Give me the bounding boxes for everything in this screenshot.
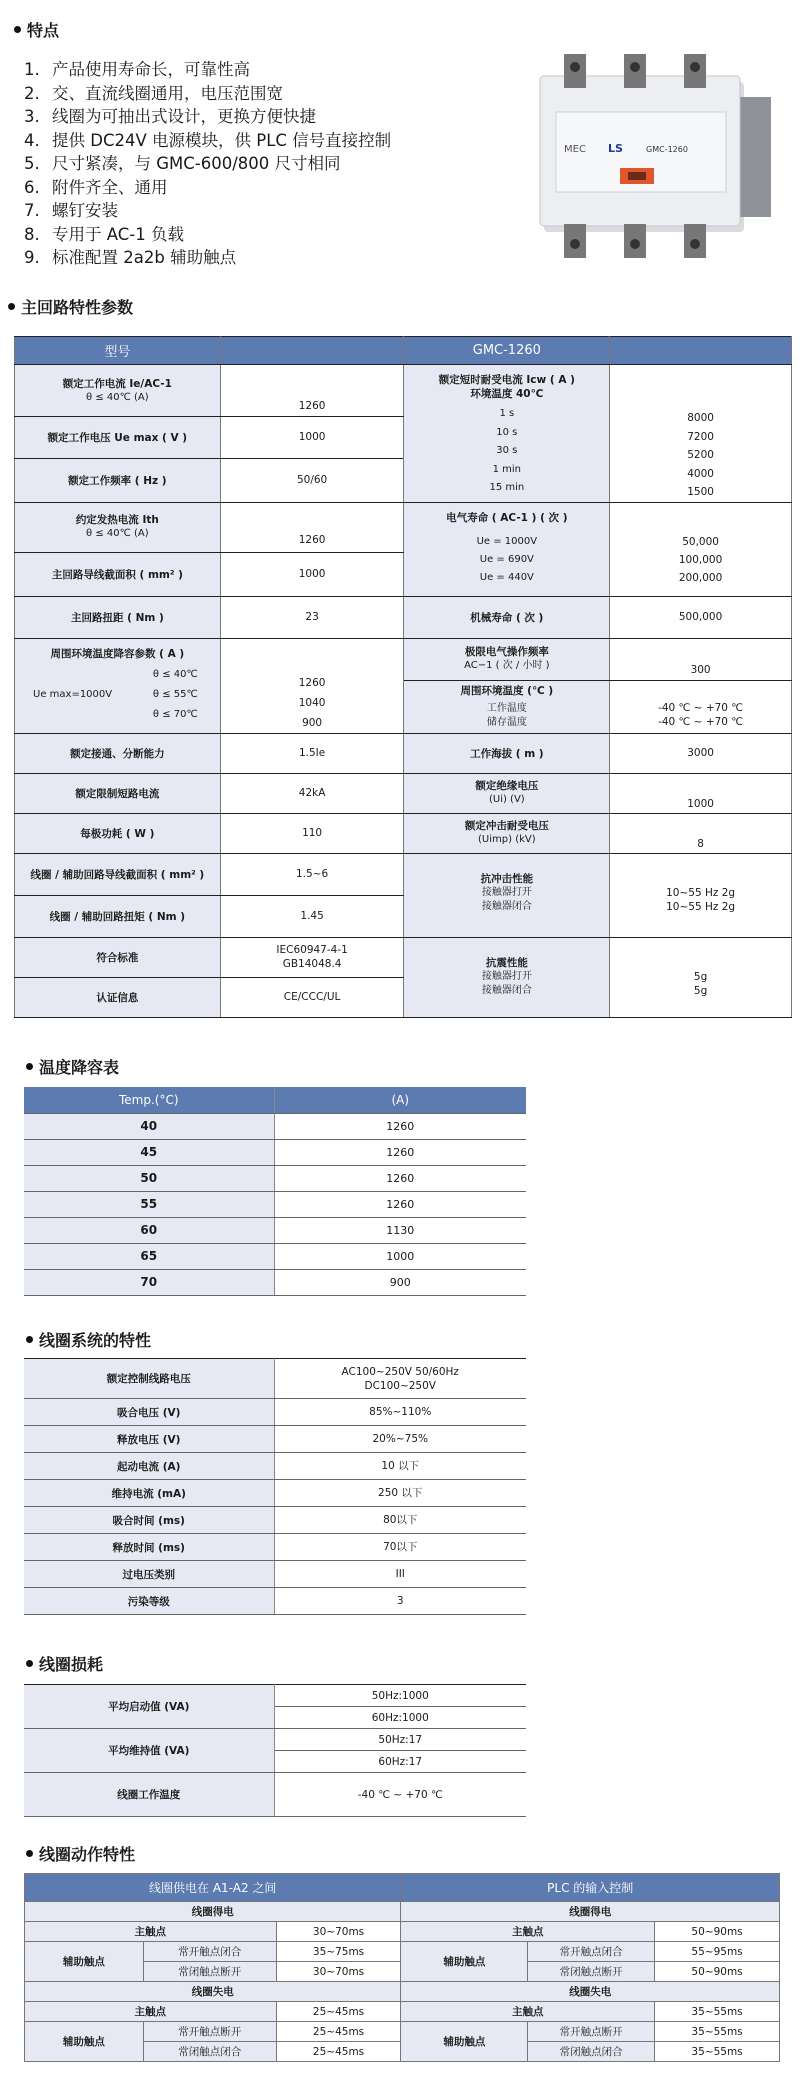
coil-param-label: 吸合时间 (ms)	[24, 1507, 274, 1534]
hold-va-50: 50Hz:17	[274, 1729, 526, 1751]
uimp-label: 额定冲击耐受电压 (Uimp) (kV)	[404, 813, 610, 853]
vib-cell: 抗震性能 接触器打开 接触器闭合	[404, 937, 610, 1017]
rated-current-label: 额定工作电流 Ie/AC-1 θ ≤ 40℃ (A)	[15, 365, 221, 417]
ambient-label: 周围环境温度 (℃ ) 工作温度 储存温度	[404, 680, 610, 733]
table-row	[24, 1588, 526, 1615]
start-va-50: 50Hz:1000	[274, 1685, 526, 1707]
header-gmc1260: GMC-1260	[404, 337, 610, 365]
bullet-icon	[26, 1063, 33, 1070]
coil-param-label: 吸合电压 (V)	[24, 1399, 274, 1426]
derate-temp: θ ≤ 70℃	[152, 708, 198, 720]
left-no-close-value: 35~75ms	[276, 1942, 401, 1962]
left-no-open-value: 25~45ms	[276, 2022, 401, 2042]
power-value: 110	[220, 813, 404, 853]
mech-life-value: 500,000	[610, 596, 792, 638]
table-row	[24, 1399, 526, 1426]
left-no-open: 常开触点断开	[143, 2022, 276, 2042]
feature-item	[24, 82, 391, 106]
derate-value: 1040	[298, 696, 326, 709]
coil-param-label: 释放时间 (ms)	[24, 1534, 274, 1561]
temp-derating-table	[24, 1087, 526, 1296]
coil-system-table	[24, 1358, 526, 1615]
icw-values	[610, 365, 792, 503]
feature-list	[24, 58, 391, 270]
table-row	[24, 1359, 526, 1399]
std-value: IEC60947-4-1 GB14048.4	[220, 937, 404, 977]
svg-text:GMC-1260: GMC-1260	[646, 145, 688, 154]
derate-temp: θ ≤ 40℃	[152, 668, 198, 680]
icw-value: 1500	[687, 486, 714, 498]
coil-param-value: 3	[274, 1588, 526, 1615]
coil-loss-title: 线圈损耗	[26, 1652, 103, 1675]
table-row	[24, 1165, 526, 1191]
main-circuit-table	[14, 336, 792, 1018]
coil-system-title: 线圈系统的特性	[26, 1328, 151, 1351]
torque-value: 23	[220, 596, 404, 638]
feature-text: 线圈为可抽出式设计，更换方便快捷	[52, 107, 316, 126]
icw-value: 7200	[687, 430, 714, 443]
rated-voltage-label: 额定工作电压 Ue max ( V )	[15, 417, 221, 459]
feature-number: 4.	[24, 130, 40, 150]
coil-temp-value: -40 ℃ ~ +70 ℃	[274, 1773, 526, 1817]
icw-duration: 1 s	[499, 408, 515, 419]
temp-cell: 60	[24, 1217, 274, 1243]
elec-life-values	[610, 502, 792, 596]
feature-text: 附件齐全、通用	[52, 177, 168, 197]
bullet-icon	[26, 1336, 33, 1343]
feature-number: 3.	[24, 107, 40, 126]
icw-duration: 15 min	[489, 482, 525, 493]
feature-number: 2.	[24, 83, 40, 103]
current-cell: 900	[274, 1269, 526, 1295]
coil-param-label: 额定控制线路电压	[24, 1359, 274, 1399]
temp-cell: 55	[24, 1191, 274, 1217]
feature-text: 提供 DC24V 电源模块，供 PLC 信号直接控制	[52, 130, 392, 150]
features-title: 特点	[14, 18, 59, 41]
altitude-value: 3000	[610, 733, 792, 773]
hold-va-60: 60Hz:17	[274, 1751, 526, 1773]
mech-life-label: 机械寿命 ( 次 )	[404, 596, 610, 638]
altitude-label: 工作海拔 ( m )	[404, 733, 610, 773]
right-main-off: 主触点	[401, 2002, 655, 2022]
feature-item	[24, 199, 391, 223]
icw-duration: 10 s	[496, 426, 518, 438]
table-row	[24, 1561, 526, 1588]
hold-va-label: 平均维持值 (VA)	[24, 1729, 274, 1773]
icw-duration: 30 s	[496, 445, 518, 456]
current-cell: 1260	[274, 1139, 526, 1165]
left-aux-off: 辅助触点	[25, 2022, 144, 2062]
coil-section-label: 线圈 / 辅助回路导线截面积 ( mm² )	[15, 853, 221, 895]
current-col-header: (A)	[274, 1087, 526, 1113]
derate-values	[220, 638, 404, 733]
coil-param-label: 起动电流 (A)	[24, 1453, 274, 1480]
table-row	[24, 1113, 526, 1139]
icw-cell: 额定短时耐受电流 Icw ( A ) 环境温度 40℃ 1 s 10 s 30 s 1 min 15 min	[404, 365, 610, 503]
coil-temp-label: 线圈工作温度	[24, 1773, 274, 1817]
derate-value: 1260	[298, 676, 326, 689]
coil-loss-table	[24, 1684, 526, 1817]
derate-value: 900	[302, 716, 323, 729]
temp-cell: 45	[24, 1139, 274, 1165]
current-cell: 1000	[274, 1243, 526, 1269]
making-value: 1.5Ie	[220, 733, 404, 773]
coil-param-value: 10 以下	[274, 1453, 526, 1480]
bullet-icon	[14, 26, 21, 33]
feature-item	[24, 105, 391, 129]
coil-param-label: 污染等级	[24, 1588, 274, 1615]
feature-number: 1.	[24, 60, 40, 79]
coil-param-value: 80以下	[274, 1507, 526, 1534]
current-cell: 1260	[274, 1113, 526, 1139]
svg-text:LS: LS	[608, 142, 623, 155]
left-nc-open-value: 30~70ms	[276, 1962, 401, 1982]
right-main-on: 主触点	[401, 1922, 655, 1942]
table-row	[24, 1139, 526, 1165]
feature-text: 交、直流线圈通用，电压范围宽	[52, 83, 283, 103]
elec-life-value: 200,000	[678, 571, 723, 584]
rated-voltage-value: 1000	[220, 417, 404, 459]
icw-value: 8000	[687, 412, 714, 424]
ith-value: 1260	[220, 502, 404, 552]
icw-value: 4000	[687, 467, 714, 480]
feature-item	[24, 129, 391, 153]
table-row	[24, 1243, 526, 1269]
bullet-icon	[8, 303, 15, 310]
rated-freq-label: 额定工作频率 ( Hz )	[15, 458, 221, 502]
feature-item	[24, 223, 391, 247]
right-main-off-value: 35~55ms	[655, 2002, 780, 2022]
left-deenergize: 线圈失电	[25, 1982, 401, 2002]
temp-cell: 65	[24, 1243, 274, 1269]
start-va-label: 平均启动值 (VA)	[24, 1685, 274, 1729]
coil-param-value: 85%~110%	[274, 1399, 526, 1426]
feature-number: 9.	[24, 248, 40, 267]
right-main-on-value: 50~90ms	[655, 1922, 780, 1942]
table-row	[24, 1453, 526, 1480]
elec-life-cell: 电气寿命 ( AC-1 ) ( 次 ) Ue = 1000V Ue = 690V Ue = 440V	[404, 502, 610, 596]
left-main-off: 主触点	[25, 2002, 277, 2022]
temp-cell: 40	[24, 1113, 274, 1139]
table-row	[24, 1480, 526, 1507]
left-main-off-value: 25~45ms	[276, 2002, 401, 2022]
feature-text: 产品使用寿命长，可靠性高	[52, 60, 250, 79]
left-main-on: 主触点	[25, 1922, 277, 1942]
rated-current-value: 1260	[220, 365, 404, 417]
table-row	[24, 1534, 526, 1561]
left-no-close: 常开触点闭合	[143, 1942, 276, 1962]
feature-number: 7.	[24, 201, 40, 220]
right-nc-open-value: 50~90ms	[655, 1962, 780, 1982]
svg-text:MEC: MEC	[564, 144, 586, 155]
left-nc-close: 常闭触点闭合	[143, 2042, 276, 2062]
torque-label: 主回路扭距 ( Nm )	[15, 596, 221, 638]
coil-param-value: III	[274, 1561, 526, 1588]
feature-text: 标准配置 2a2b 辅助触点	[52, 248, 237, 267]
a1a2-header: 线圈供电在 A1-A2 之间	[25, 1874, 401, 1902]
elec-life-value: 100,000	[678, 553, 723, 566]
right-no-close: 常开触点闭合	[528, 1942, 655, 1962]
ambient-values: -40 ℃ ~ +70 ℃ -40 ℃ ~ +70 ℃	[610, 680, 792, 733]
coil-param-value: 70以下	[274, 1534, 526, 1561]
start-va-60: 60Hz:1000	[274, 1707, 526, 1729]
current-cell: 1260	[274, 1191, 526, 1217]
making-label: 额定接通、分断能力	[15, 733, 221, 773]
feature-item	[24, 58, 391, 82]
coil-param-value: AC100~250V 50/60Hz DC100~250V	[274, 1359, 526, 1399]
feature-text: 螺钉安装	[52, 201, 118, 220]
ith-label: 约定发热电流 Ith θ ≤ 40℃ (A)	[15, 502, 221, 552]
section-value: 1000	[220, 552, 404, 596]
temp-cell: 70	[24, 1269, 274, 1295]
temp-col-header: Temp.(°C)	[24, 1087, 274, 1113]
left-aux-on: 辅助触点	[25, 1942, 144, 1982]
derate-cell: 周围环境温度降容参数 ( A ) Ue max=1000V θ ≤ 40℃ θ ≤ 55℃ θ ≤ 70℃	[15, 638, 221, 733]
elec-life-voltage: Ue = 1000V	[476, 535, 538, 547]
feature-text: 尺寸紧凑，与 GMC-600/800 尺寸相同	[52, 154, 341, 173]
bullet-icon	[26, 1660, 33, 1667]
feature-number: 6.	[24, 177, 40, 197]
op-freq-label: 极限电气操作频率 AC−1 ( 次 / 小时 )	[404, 638, 610, 680]
shock-cell: 抗冲击性能 接触器打开 接触器闭合	[404, 853, 610, 937]
table-row	[24, 1507, 526, 1534]
section-label: 主回路导线截面积 ( mm² )	[15, 552, 221, 596]
right-deenergize: 线圈失电	[401, 1982, 780, 2002]
table-row	[24, 1217, 526, 1243]
cert-label: 认证信息	[15, 977, 221, 1017]
short-value: 42kA	[220, 773, 404, 813]
table-row	[24, 1191, 526, 1217]
short-label: 额定限制短路电流	[15, 773, 221, 813]
feature-text: 专用于 AC-1 负载	[52, 224, 184, 244]
right-aux-on: 辅助触点	[401, 1942, 528, 1982]
cert-value: CE/CCC/UL	[220, 977, 404, 1017]
plc-header: PLC 的输入控制	[401, 1874, 780, 1902]
feature-number: 5.	[24, 154, 40, 173]
header-model: 型号	[15, 337, 221, 365]
coil-torque-label: 线圈 / 辅助回路扭矩 ( Nm )	[15, 895, 221, 937]
left-main-on-value: 30~70ms	[276, 1922, 401, 1942]
left-energize: 线圈得电	[25, 1902, 401, 1922]
right-no-close-value: 55~95ms	[655, 1942, 780, 1962]
vib-values: 5g 5g	[610, 937, 792, 1017]
right-energize: 线圈得电	[401, 1902, 780, 1922]
rated-freq-value: 50/60	[220, 458, 404, 502]
coil-param-label: 维持电流 (mA)	[24, 1480, 274, 1507]
main-circuit-title: 主回路特性参数	[8, 295, 133, 318]
temp-cell: 50	[24, 1165, 274, 1191]
ui-label: 额定绝缘电压 (Ui) (V)	[404, 773, 610, 813]
right-nc-close-value: 35~55ms	[655, 2042, 780, 2062]
table-row	[24, 1426, 526, 1453]
right-nc-close: 常闭触点闭合	[528, 2042, 655, 2062]
bullet-icon	[26, 1850, 33, 1857]
std-label: 符合标准	[15, 937, 221, 977]
feature-item	[24, 246, 391, 270]
left-nc-close-value: 25~45ms	[276, 2042, 401, 2062]
elec-life-value: 50,000	[682, 535, 719, 548]
ui-value: 1000	[610, 773, 792, 813]
op-freq-value: 300	[610, 638, 792, 680]
coil-param-value: 20%~75%	[274, 1426, 526, 1453]
right-no-open: 常开触点断开	[528, 2022, 655, 2042]
coil-action-title: 线圈动作特性	[26, 1842, 135, 1865]
coil-torque-value: 1.45	[220, 895, 404, 937]
elec-life-voltage: Ue = 690V	[479, 553, 534, 565]
right-nc-open: 常闭触点断开	[528, 1962, 655, 1982]
elec-life-voltage: Ue = 440V	[479, 571, 534, 583]
derate-temp: θ ≤ 55℃	[152, 688, 198, 700]
feature-item	[24, 176, 391, 200]
coil-param-value: 250 以下	[274, 1480, 526, 1507]
uimp-value: 8	[610, 813, 792, 853]
coil-param-label: 过电压类别	[24, 1561, 274, 1588]
temp-derating-title: 温度降容表	[26, 1055, 119, 1078]
current-cell: 1130	[274, 1217, 526, 1243]
contactor-product-image	[536, 52, 786, 274]
shock-values: 10~55 Hz 2g 10~55 Hz 2g	[610, 853, 792, 937]
right-no-open-value: 35~55ms	[655, 2022, 780, 2042]
coil-param-label: 释放电压 (V)	[24, 1426, 274, 1453]
left-nc-open: 常闭触点断开	[143, 1962, 276, 1982]
current-cell: 1260	[274, 1165, 526, 1191]
icw-duration: 1 min	[492, 463, 522, 475]
feature-number: 8.	[24, 224, 40, 244]
feature-item	[24, 152, 391, 176]
coil-action-table	[24, 1873, 780, 2062]
icw-value: 5200	[687, 449, 714, 461]
power-label: 每极功耗 ( W )	[15, 813, 221, 853]
coil-section-value: 1.5~6	[220, 853, 404, 895]
table-row	[24, 1269, 526, 1295]
right-aux-off: 辅助触点	[401, 2022, 528, 2062]
